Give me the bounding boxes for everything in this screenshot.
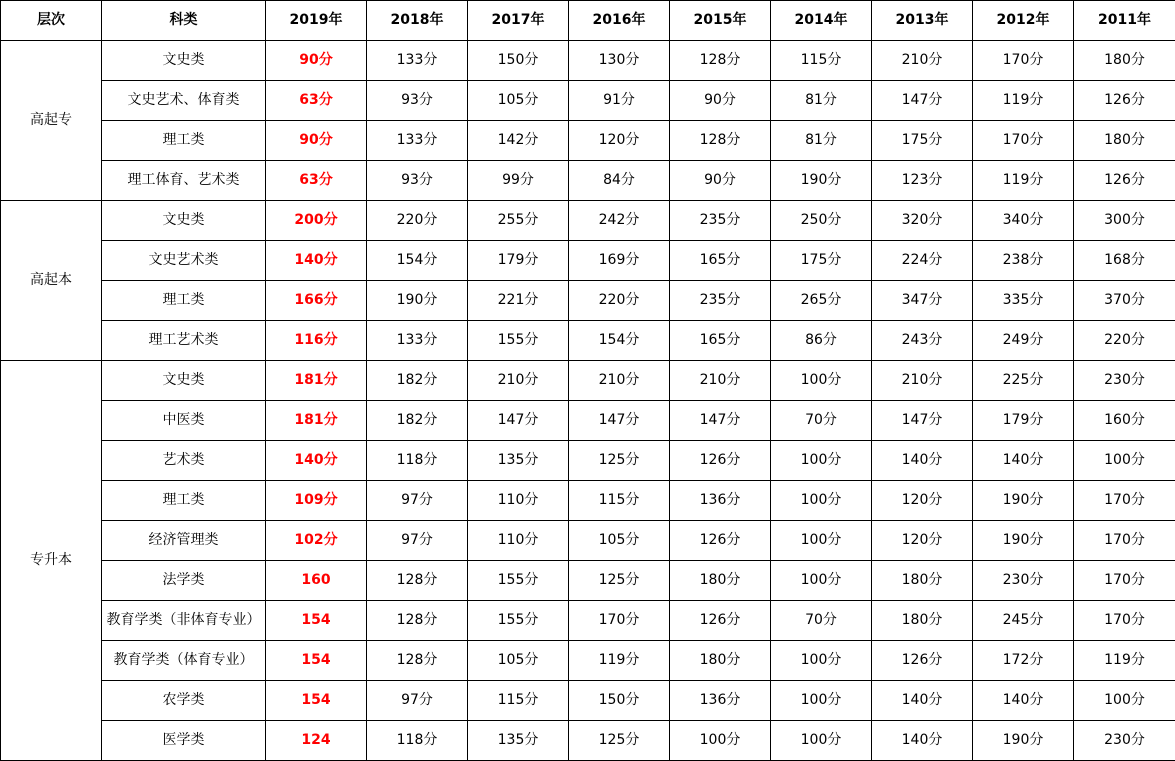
table-body — [1, 41, 1175, 761]
category-cell: 理工体育、艺术类 — [102, 161, 266, 201]
score-cell: 120分 — [872, 521, 973, 561]
score-cell: 130分 — [569, 41, 670, 81]
score-2019-cell: 90分 — [266, 121, 367, 161]
score-cell: 190分 — [367, 281, 468, 321]
score-cell: 220分 — [569, 281, 670, 321]
score-cell: 249分 — [973, 321, 1074, 361]
score-cell: 84分 — [569, 161, 670, 201]
score-2019-cell: 154 — [266, 601, 367, 641]
score-2019-cell: 140分 — [266, 241, 367, 281]
score-cell: 133分 — [367, 121, 468, 161]
category-cell: 文史艺术类 — [102, 241, 266, 281]
score-cell: 230分 — [1074, 361, 1175, 401]
score-cell: 70分 — [771, 601, 872, 641]
score-cell: 125分 — [569, 721, 670, 761]
score-cell: 154分 — [569, 321, 670, 361]
header-year-2019: 2019年 — [266, 1, 367, 41]
table-row — [1, 441, 1175, 481]
score-cell: 370分 — [1074, 281, 1175, 321]
header-category: 科类 — [102, 1, 266, 41]
score-cell: 126分 — [1074, 81, 1175, 121]
score-cell: 180分 — [872, 561, 973, 601]
category-cell: 文史艺术、体育类 — [102, 81, 266, 121]
score-cell: 155分 — [468, 601, 569, 641]
header-year-2015: 2015年 — [670, 1, 771, 41]
score-cell: 126分 — [1074, 161, 1175, 201]
score-cell: 128分 — [367, 561, 468, 601]
table-row — [1, 521, 1175, 561]
score-2019-cell: 154 — [266, 681, 367, 721]
score-2019-cell: 181分 — [266, 401, 367, 441]
score-cell: 126分 — [670, 521, 771, 561]
score-cell: 180分 — [670, 641, 771, 681]
score-2019-cell: 160 — [266, 561, 367, 601]
score-cell: 115分 — [569, 481, 670, 521]
score-cell: 225分 — [973, 361, 1074, 401]
score-2019-cell: 140分 — [266, 441, 367, 481]
score-2019-cell: 109分 — [266, 481, 367, 521]
score-cell: 170分 — [1074, 601, 1175, 641]
score-cell: 115分 — [771, 41, 872, 81]
score-cell: 180分 — [670, 561, 771, 601]
score-cell: 170分 — [973, 121, 1074, 161]
score-cell: 133分 — [367, 321, 468, 361]
score-cell: 147分 — [468, 401, 569, 441]
table-row — [1, 481, 1175, 521]
score-cell: 147分 — [569, 401, 670, 441]
table-row — [1, 241, 1175, 281]
category-cell: 中医类 — [102, 401, 266, 441]
score-cell: 230分 — [973, 561, 1074, 601]
score-cell: 190分 — [771, 161, 872, 201]
category-cell: 文史类 — [102, 201, 266, 241]
score-cell: 97分 — [367, 521, 468, 561]
score-cell: 128分 — [367, 601, 468, 641]
score-cell: 97分 — [367, 481, 468, 521]
score-cell: 119分 — [973, 161, 1074, 201]
score-2019-cell: 116分 — [266, 321, 367, 361]
score-cell: 172分 — [973, 641, 1074, 681]
score-cell: 190分 — [973, 481, 1074, 521]
score-2019-cell: 102分 — [266, 521, 367, 561]
score-cell: 154分 — [367, 241, 468, 281]
header-year-2018: 2018年 — [367, 1, 468, 41]
header-year-2016: 2016年 — [569, 1, 670, 41]
score-cell: 110分 — [468, 521, 569, 561]
score-cell: 97分 — [367, 681, 468, 721]
score-cell: 100分 — [771, 521, 872, 561]
header-year-2011: 2011年 — [1074, 1, 1175, 41]
category-cell: 理工艺术类 — [102, 321, 266, 361]
score-cell: 120分 — [569, 121, 670, 161]
score-cell: 190分 — [973, 721, 1074, 761]
score-cell: 182分 — [367, 401, 468, 441]
score-cell: 220分 — [367, 201, 468, 241]
level-cell: 高起专 — [1, 41, 102, 201]
score-cell: 135分 — [468, 441, 569, 481]
score-cell: 110分 — [468, 481, 569, 521]
score-cell: 210分 — [872, 361, 973, 401]
category-cell: 艺术类 — [102, 441, 266, 481]
score-cell: 180分 — [1074, 121, 1175, 161]
score-cell: 100分 — [771, 721, 872, 761]
score-cell: 320分 — [872, 201, 973, 241]
score-cell: 93分 — [367, 81, 468, 121]
score-cell: 170分 — [569, 601, 670, 641]
score-cell: 150分 — [569, 681, 670, 721]
score-cell: 125分 — [569, 561, 670, 601]
score-cell: 147分 — [872, 401, 973, 441]
score-cell: 133分 — [367, 41, 468, 81]
score-cell: 180分 — [872, 601, 973, 641]
score-cell: 100分 — [670, 721, 771, 761]
table-row — [1, 601, 1175, 641]
score-cell: 155分 — [468, 561, 569, 601]
score-cell: 100分 — [771, 361, 872, 401]
score-cell: 180分 — [1074, 41, 1175, 81]
score-cell: 243分 — [872, 321, 973, 361]
score-cell: 224分 — [872, 241, 973, 281]
score-2019-cell: 90分 — [266, 41, 367, 81]
score-cell: 100分 — [1074, 681, 1175, 721]
score-2019-cell: 200分 — [266, 201, 367, 241]
score-cell: 125分 — [569, 441, 670, 481]
category-cell: 法学类 — [102, 561, 266, 601]
score-cell: 210分 — [468, 361, 569, 401]
score-cell: 128分 — [367, 641, 468, 681]
score-cell: 210分 — [569, 361, 670, 401]
score-cell: 118分 — [367, 441, 468, 481]
score-cell: 118分 — [367, 721, 468, 761]
score-cell: 140分 — [872, 441, 973, 481]
score-cell: 165分 — [670, 241, 771, 281]
score-cell: 250分 — [771, 201, 872, 241]
score-cell: 70分 — [771, 401, 872, 441]
score-2019-cell: 154 — [266, 641, 367, 681]
score-cell: 175分 — [771, 241, 872, 281]
score-cell: 265分 — [771, 281, 872, 321]
score-cell: 100分 — [1074, 441, 1175, 481]
score-cell: 105分 — [569, 521, 670, 561]
score-cell: 86分 — [771, 321, 872, 361]
score-cell: 169分 — [569, 241, 670, 281]
score-cell: 238分 — [973, 241, 1074, 281]
score-cell: 160分 — [1074, 401, 1175, 441]
score-cell: 119分 — [1074, 641, 1175, 681]
score-cell: 81分 — [771, 121, 872, 161]
score-cell: 100分 — [771, 481, 872, 521]
score-cell: 136分 — [670, 681, 771, 721]
category-cell: 医学类 — [102, 721, 266, 761]
score-cell: 128分 — [670, 121, 771, 161]
score-cell: 235分 — [670, 201, 771, 241]
score-cell: 115分 — [468, 681, 569, 721]
score-2019-cell: 63分 — [266, 81, 367, 121]
category-cell: 理工类 — [102, 481, 266, 521]
score-cell: 105分 — [468, 641, 569, 681]
score-cell: 210分 — [670, 361, 771, 401]
score-cell: 119分 — [973, 81, 1074, 121]
table-row — [1, 641, 1175, 681]
table-row — [1, 401, 1175, 441]
score-cell: 126分 — [872, 641, 973, 681]
table-row — [1, 281, 1175, 321]
level-cell: 专升本 — [1, 361, 102, 761]
score-cell: 105分 — [468, 81, 569, 121]
score-cell: 81分 — [771, 81, 872, 121]
score-cell: 119分 — [569, 641, 670, 681]
score-cell: 179分 — [973, 401, 1074, 441]
score-cell: 210分 — [872, 41, 973, 81]
score-cell: 142分 — [468, 121, 569, 161]
category-cell: 教育学类（体育专业） — [102, 641, 266, 681]
table-row — [1, 201, 1175, 241]
score-cell: 170分 — [1074, 481, 1175, 521]
score-cell: 347分 — [872, 281, 973, 321]
score-cell: 123分 — [872, 161, 973, 201]
score-cell: 221分 — [468, 281, 569, 321]
header-year-2013: 2013年 — [872, 1, 973, 41]
score-cell: 155分 — [468, 321, 569, 361]
table-row — [1, 361, 1175, 401]
score-cell: 140分 — [872, 721, 973, 761]
score-cell: 150分 — [468, 41, 569, 81]
level-cell: 高起本 — [1, 201, 102, 361]
score-cell: 300分 — [1074, 201, 1175, 241]
score-cell: 90分 — [670, 81, 771, 121]
category-cell: 经济管理类 — [102, 521, 266, 561]
score-cell: 135分 — [468, 721, 569, 761]
score-cell: 220分 — [1074, 321, 1175, 361]
score-cell: 99分 — [468, 161, 569, 201]
score-cell: 179分 — [468, 241, 569, 281]
score-cell: 165分 — [670, 321, 771, 361]
score-cell: 340分 — [973, 201, 1074, 241]
score-cell: 100分 — [771, 641, 872, 681]
score-cell: 175分 — [872, 121, 973, 161]
score-cell: 126分 — [670, 441, 771, 481]
table-row — [1, 81, 1175, 121]
score-cell: 90分 — [670, 161, 771, 201]
category-cell: 理工类 — [102, 281, 266, 321]
score-cell: 91分 — [569, 81, 670, 121]
score-2019-cell: 124 — [266, 721, 367, 761]
score-cell: 147分 — [670, 401, 771, 441]
header-row — [1, 1, 1175, 41]
category-cell: 农学类 — [102, 681, 266, 721]
score-cell: 140分 — [872, 681, 973, 721]
category-cell: 文史类 — [102, 41, 266, 81]
score-cell: 147分 — [872, 81, 973, 121]
header-year-2017: 2017年 — [468, 1, 569, 41]
score-cell: 136分 — [670, 481, 771, 521]
score-cell: 140分 — [973, 441, 1074, 481]
score-cell: 126分 — [670, 601, 771, 641]
table-row — [1, 721, 1175, 761]
header-level: 层次 — [1, 1, 102, 41]
category-cell: 教育学类（非体育专业） — [102, 601, 266, 641]
score-2019-cell: 181分 — [266, 361, 367, 401]
score-cell: 100分 — [771, 681, 872, 721]
score-2019-cell: 166分 — [266, 281, 367, 321]
category-cell: 文史类 — [102, 361, 266, 401]
score-cell: 93分 — [367, 161, 468, 201]
score-cell: 182分 — [367, 361, 468, 401]
score-cell: 230分 — [1074, 721, 1175, 761]
header-year-2012: 2012年 — [973, 1, 1074, 41]
score-2019-cell: 63分 — [266, 161, 367, 201]
score-cell: 140分 — [973, 681, 1074, 721]
score-cell: 120分 — [872, 481, 973, 521]
score-cell: 168分 — [1074, 241, 1175, 281]
score-cell: 242分 — [569, 201, 670, 241]
table-row — [1, 561, 1175, 601]
score-cell: 128分 — [670, 41, 771, 81]
table-row — [1, 161, 1175, 201]
score-cell: 100分 — [771, 561, 872, 601]
table-row — [1, 41, 1175, 81]
score-cell: 245分 — [973, 601, 1074, 641]
table-row — [1, 121, 1175, 161]
score-cell: 255分 — [468, 201, 569, 241]
category-cell: 理工类 — [102, 121, 266, 161]
score-cell: 335分 — [973, 281, 1074, 321]
table-row — [1, 321, 1175, 361]
score-cell: 170分 — [1074, 521, 1175, 561]
table-row — [1, 681, 1175, 721]
score-cell: 100分 — [771, 441, 872, 481]
score-cell: 170分 — [1074, 561, 1175, 601]
score-cell: 235分 — [670, 281, 771, 321]
header-year-2014: 2014年 — [771, 1, 872, 41]
score-cell: 190分 — [973, 521, 1074, 561]
score-cell: 170分 — [973, 41, 1074, 81]
